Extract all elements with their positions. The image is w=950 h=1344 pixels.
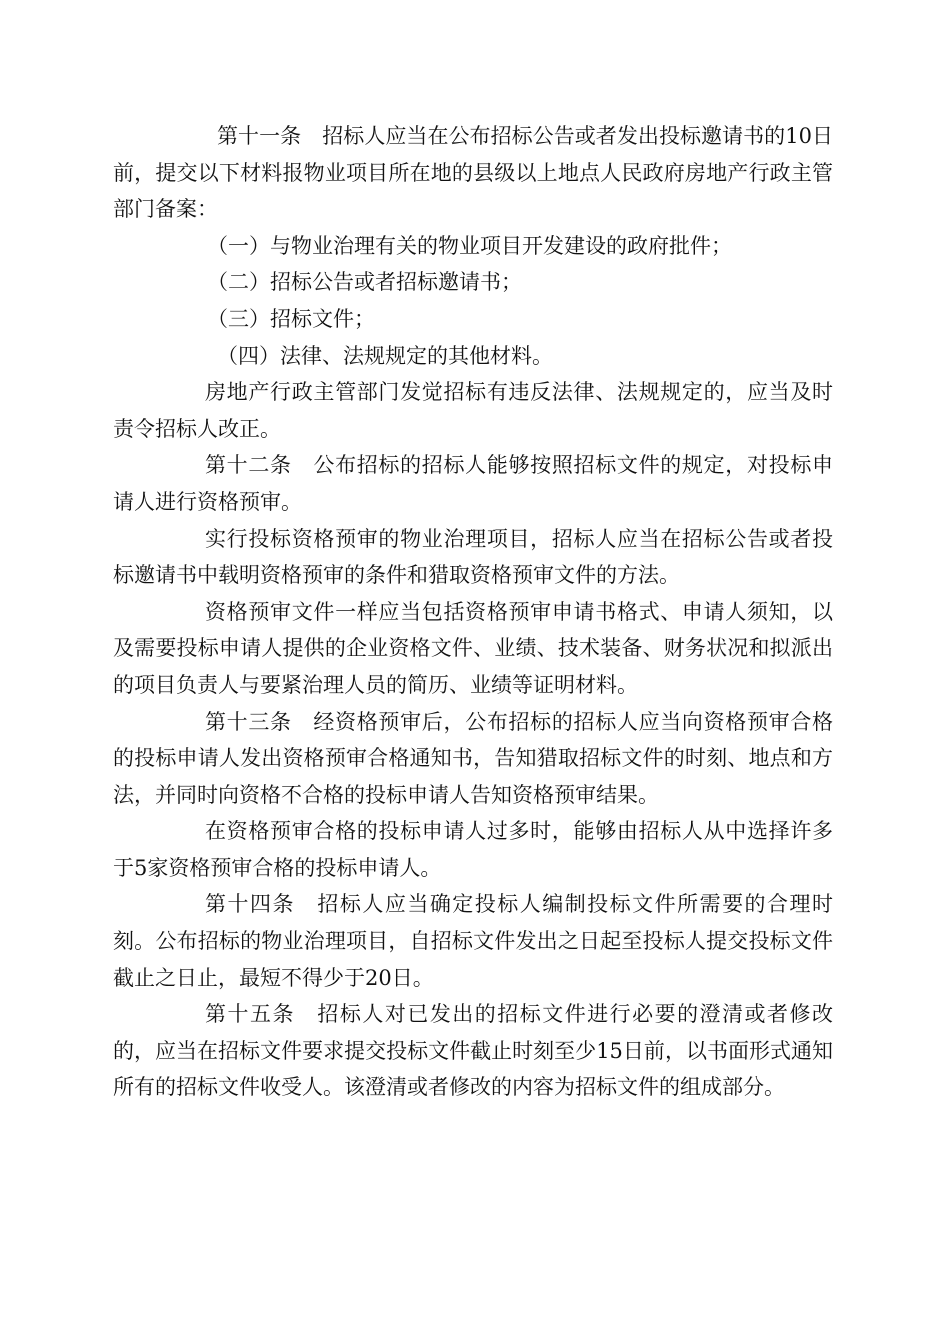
article-12-paragraph: 第十二条 公布招标的招标人能够按照招标文件的规定，对投标申请人进行资格预审。 [113, 453, 833, 514]
article-11-paragraph: 第十一条 招标人应当在公布招标公告或者发出投标邀请书的10日前，提交以下材料报物业项目所在地的县级以上地点人民政府房地产行政主管部门备案： [113, 124, 833, 222]
article-15-paragraph: 第十五条 招标人对已发出的招标文件进行必要的澄清或者修改的，应当在招标文件要求提交投标文件截止时刻至少15日前，以书面形式通知所有的招标文件收受人。该澄清或者修改的内容为招标文件的组成部分。 [113, 1002, 833, 1100]
article-12-paragraph-3: 资格预审文件一样应当包括资格预审申请书格式、申请人须知，以及需要投标申请人提供的企业资格文件、业绩、技术装备、财务状况和拟派出的项目负责人与要紧治理人员的简历、业绩等证明材料。 [113, 599, 833, 697]
article-14-paragraph: 第十四条 招标人应当确定投标人编制投标文件所需要的合理时刻。公布招标的物业治理项目，自招标文件发出之日起至投标人提交投标文件截止之日止，最短不得少于20日。 [113, 892, 833, 990]
list-item-1: （一）与物业治理有关的物业项目开发建设的政府批件； [207, 233, 732, 258]
article-12-paragraph-2: 实行投标资格预审的物业治理项目，招标人应当在招标公告或者投标邀请书中载明资格预审的条件和猎取资格预审文件的方法。 [113, 526, 833, 588]
article-13-paragraph: 第十三条 经资格预审后，公布招标的招标人应当向资格预审合格的投标申请人发出资格预审合格通知书，告知猎取招标文件的时刻、地点和方法，并同时向资格不合格的投标申请人告知资格预审结果。 [113, 709, 833, 807]
list-item-2: （二）招标公告或者招标邀请书； [207, 270, 522, 295]
article-13-paragraph-2: 在资格预审合格的投标申请人过多时，能够由招标人从中选择许多于5家资格预审合格的投标申请人。 [113, 819, 833, 880]
list-item-4: （四）法律、法规规定的其他材料。 [217, 343, 553, 368]
article-11-paragraph-2: 房地产行政主管部门发觉招标有违反法律、法规规定的，应当及时责令招标人改正。 [113, 380, 833, 441]
list-item-3: （三）招标文件； [207, 306, 375, 331]
document-body [113, 118, 833, 1106]
